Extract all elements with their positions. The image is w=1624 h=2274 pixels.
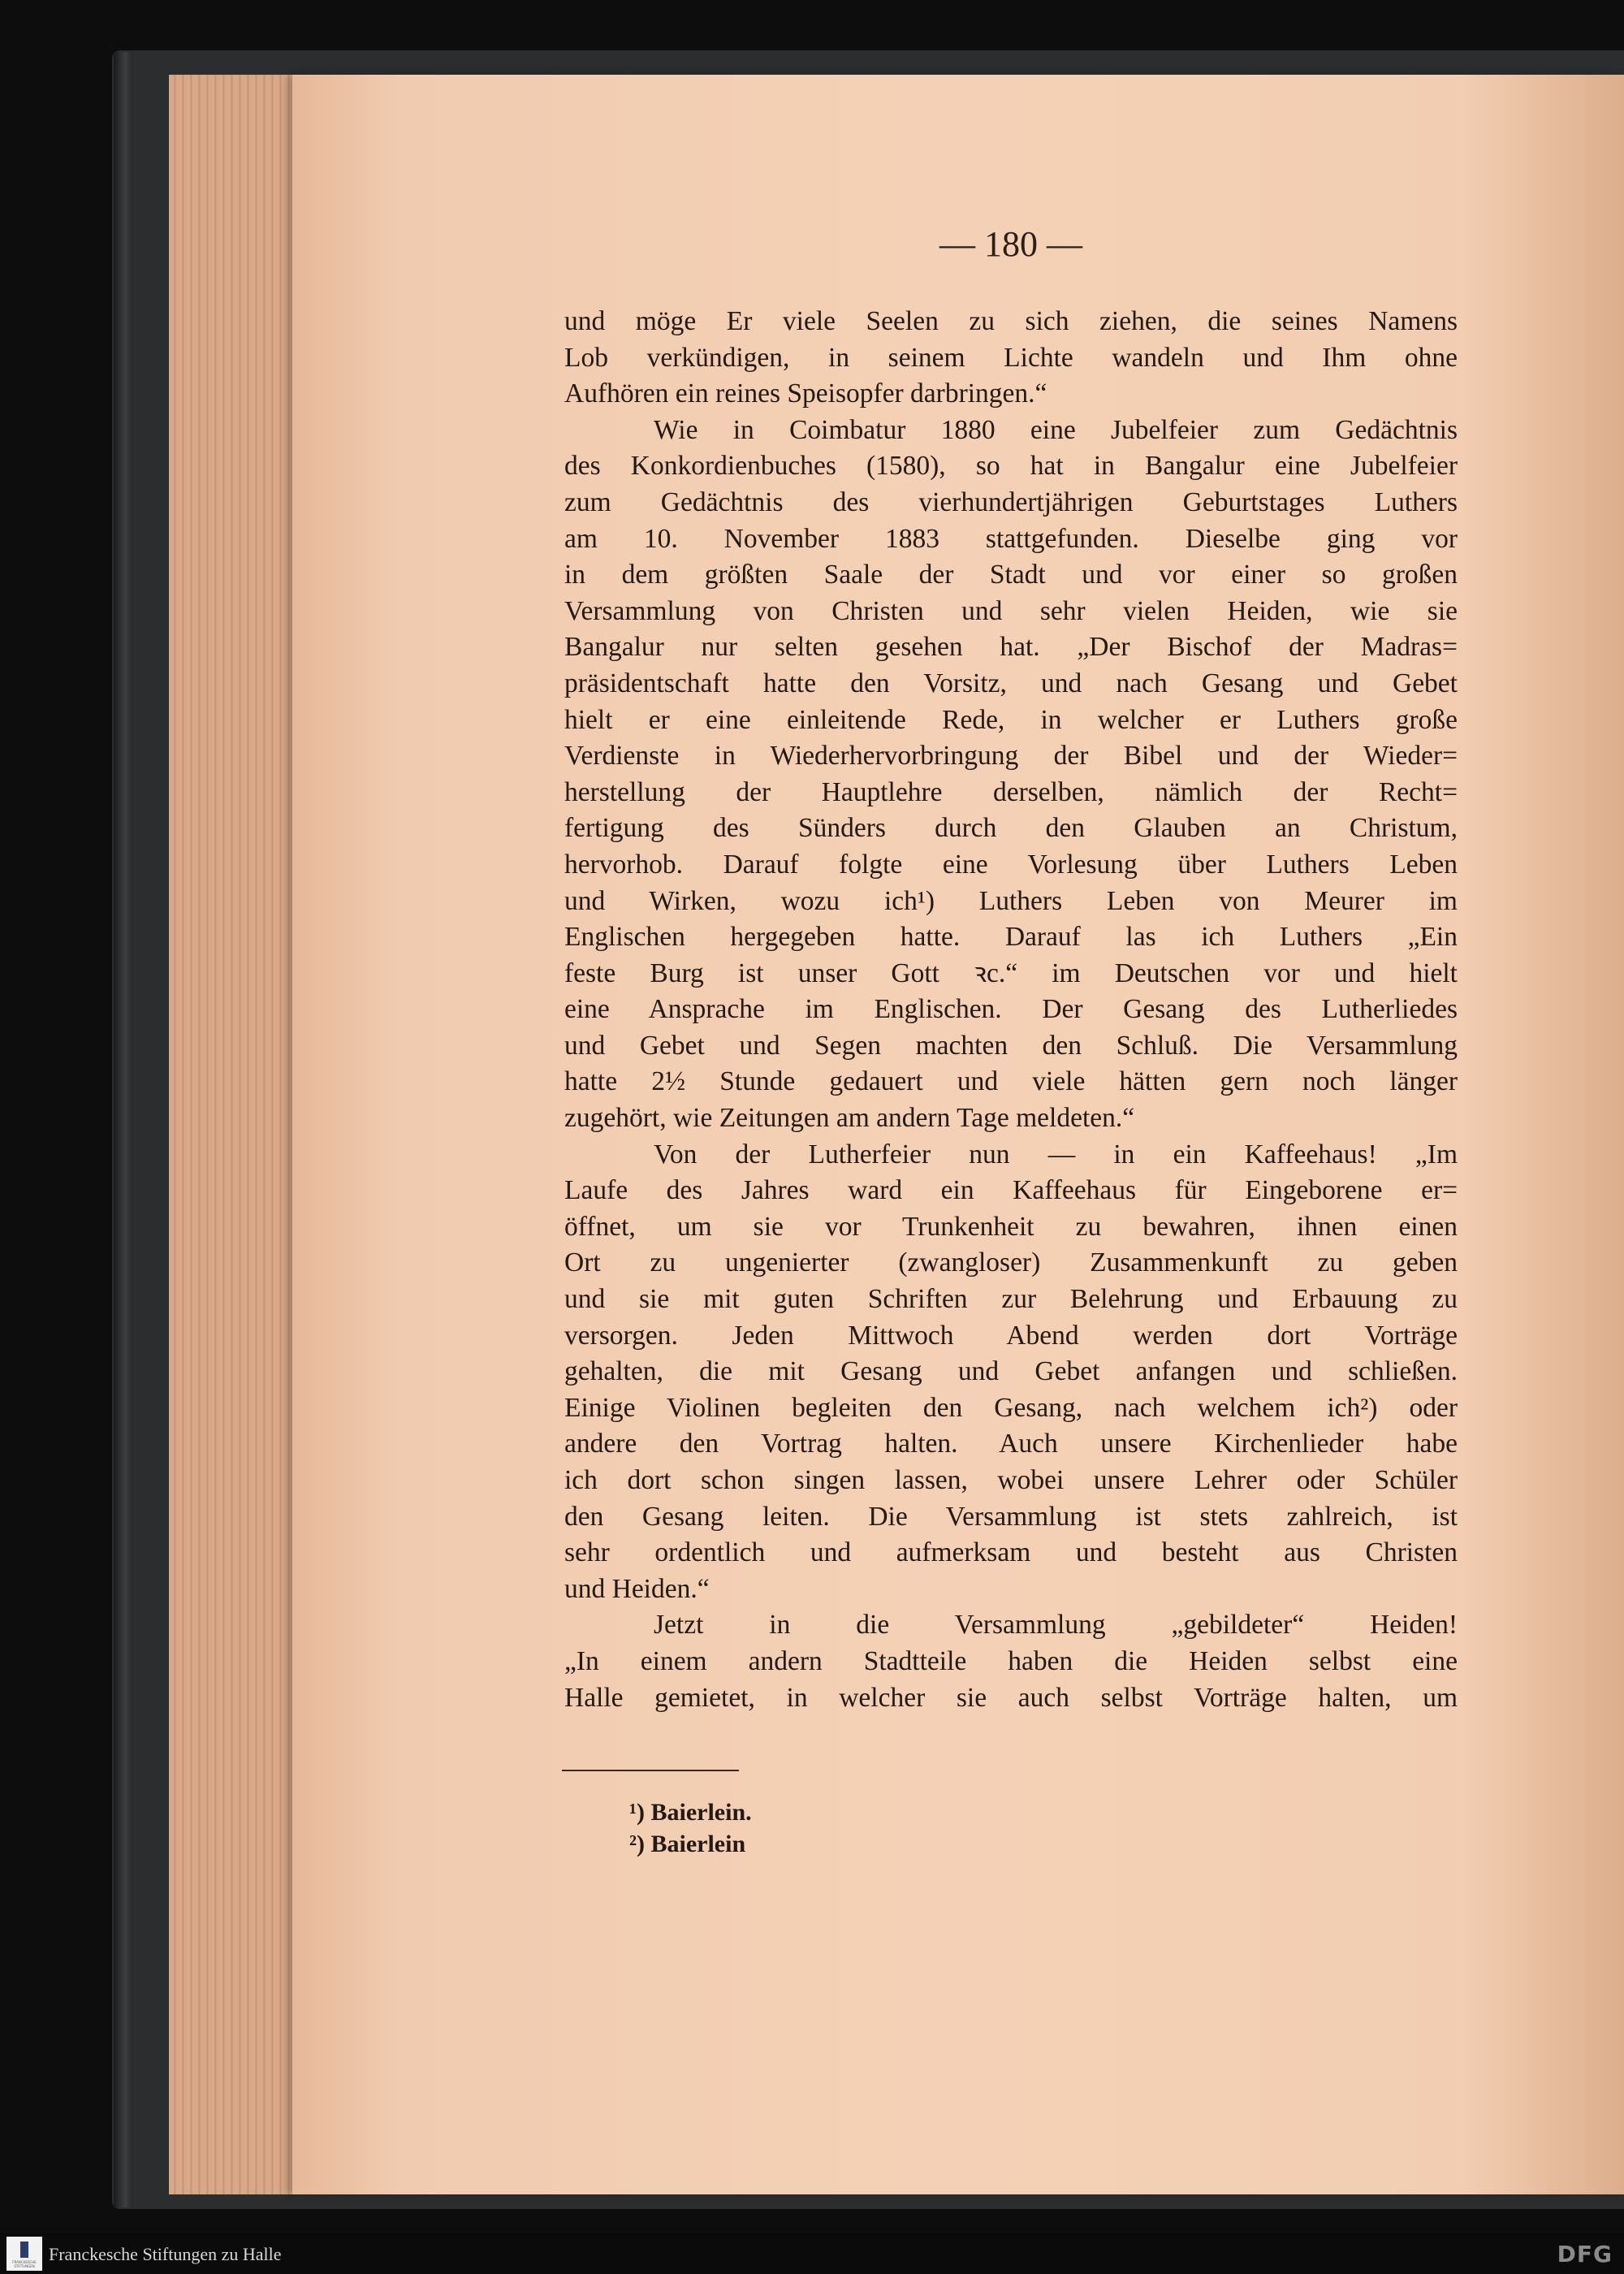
page-number: — 180 —: [939, 224, 1082, 264]
text-line: und möge Er viele Seelen zu sich ziehen, die seines Namens: [564, 306, 1458, 336]
text-line: und Wirken, wozu ich¹) Luthers Leben von Meurer im: [564, 885, 1458, 916]
text-line: und Gebet und Segen machten den Schluß. Die Versammlung: [564, 1030, 1458, 1061]
text-line: Einige Violinen begleiten den Gesang, nach welchem ich²) oder: [564, 1392, 1458, 1423]
funder-logo: DFG: [1557, 2241, 1613, 2268]
text-line: Halle gemietet, in welcher sie auch selbst Vorträge halten, um: [564, 1682, 1458, 1713]
text-line: versorgen. Jeden Mittwoch Abend werden dort Vorträge: [564, 1320, 1458, 1351]
footnote-divider: [562, 1770, 739, 1771]
text-line: den Gesang leiten. Die Versammlung ist stets zahlreich, ist: [564, 1501, 1458, 1532]
text-line: fertigung des Sünders durch den Glauben an Christum,: [564, 813, 1458, 844]
text-line: ich dort schon singen lassen, wobei unsere Lehrer oder Schüler: [564, 1465, 1458, 1495]
text-line: und Heiden.“: [564, 1573, 710, 1604]
institution-logo: [6, 2237, 42, 2271]
text-line: gehalten, die mit Gesang und Gebet anfangen und schließen.: [564, 1356, 1458, 1387]
logo-caption: FRANCKESCHE STIFTUNGEN: [12, 2260, 37, 2268]
book-spine-edge: [114, 52, 133, 2207]
text-line: Aufhören ein reines Speisopfer darbringen.“: [564, 378, 1047, 409]
text-line: am 10. November 1883 stattgefunden. Dieselbe ging vor: [564, 523, 1458, 554]
text-line: Ort zu ungenierter (zwangloser) Zusammenkunft zu geben: [564, 1247, 1458, 1278]
footnote-1: ¹) Baierlein.: [629, 1799, 752, 1826]
text-line: hielt er eine einleitende Rede, in welcher er Luthers große: [564, 704, 1458, 735]
text-line: eine Ansprache im Englischen. Der Gesang des Lutherliedes: [564, 994, 1458, 1025]
text-line: feste Burg ist unser Gott ꝛc.“ im Deutschen vor und hielt: [564, 958, 1458, 988]
institution-name: Franckesche Stiftungen zu Halle: [49, 2244, 282, 2264]
footnotes: [629, 1796, 752, 1860]
text-line: Versammlung von Christen und sehr vielen Heiden, wie sie: [564, 595, 1458, 626]
text-line: Von der Lutherfeier nun — in ein Kaffeehaus! „Im: [654, 1139, 1458, 1169]
text-line: sehr ordentlich und aufmerksam und besteht aus Christen: [564, 1537, 1458, 1568]
text-line: öffnet, um sie vor Trunkenheit zu bewahren, ihnen einen: [564, 1211, 1458, 1242]
text-line: Jetzt in die Versammlung „gebildeter“ Heiden!: [654, 1610, 1458, 1641]
text-line: zugehört, wie Zeitungen am andern Tage meldeten.“: [564, 1103, 1135, 1134]
text-line: Wie in Coimbatur 1880 eine Jubelfeier zum Gedächtnis: [654, 414, 1458, 445]
body-text: [564, 304, 1458, 1716]
text-line: Verdienste in Wiederhervorbringung der Bibel und der Wieder=: [564, 741, 1458, 772]
text-line: zum Gedächtnis des vierhundertjährigen Geburtstages Luthers: [564, 486, 1458, 517]
text-line: hatte 2½ Stunde gedauert und viele hätten gern noch länger: [564, 1066, 1458, 1097]
text-line: andere den Vortrag halten. Auch unsere Kirchenlieder habe: [564, 1429, 1458, 1459]
text-line: Englischen hergegeben hatte. Darauf las ich Luthers „Ein: [564, 922, 1458, 953]
text-line: und sie mit guten Schriften zur Belehrung und Erbauung zu: [564, 1284, 1458, 1315]
viewer-footer: [0, 2233, 1624, 2274]
text-line: in dem größten Saale der Stadt und vor einer so großen: [564, 560, 1458, 590]
text-line: präsidentschaft hatte den Vorsitz, und nach Gesang und Gebet: [564, 668, 1458, 698]
text-line: des Konkordienbuches (1580), so hat in Bangalur eine Jubelfeier: [564, 451, 1458, 482]
text-line: hervorhob. Darauf folgte eine Vorlesung über Luthers Leben: [564, 849, 1458, 880]
text-line: herstellung der Hauptlehre derselben, nämlich der Recht=: [564, 776, 1458, 807]
footnote-2: ²) Baierlein: [629, 1831, 746, 1857]
text-line: Lob verkündigen, in seinem Lichte wandeln und Ihm ohne: [564, 342, 1458, 373]
orphanage-crest-icon: [20, 2242, 28, 2258]
text-line: „In einem andern Stadtteile haben die Heiden selbst eine: [564, 1645, 1458, 1676]
text-line: Laufe des Jahres ward ein Kaffeehaus für Eingeborene er=: [564, 1175, 1458, 1206]
text-line: Bangalur nur selten gesehen hat. „Der Bischof der Madras=: [564, 632, 1458, 663]
